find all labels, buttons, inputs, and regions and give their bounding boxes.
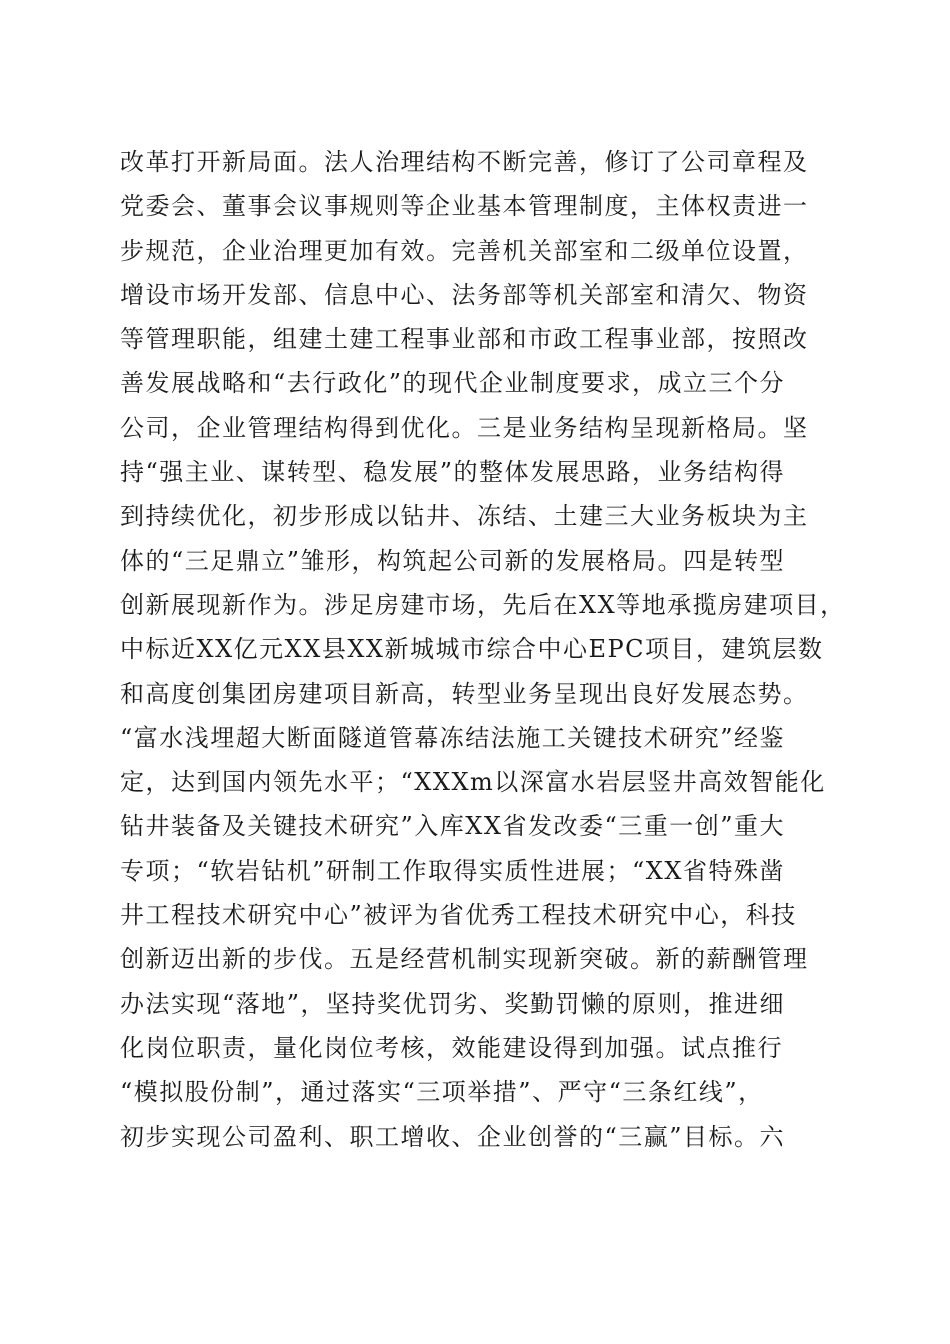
text-line: “模拟股份制”，通过落实“三项举措”、严守“三条红线”，: [120, 1078, 764, 1107]
text-line: 专项；“软岩钻机”研制工作取得实质性进展；“XX省特殊凿: [120, 856, 785, 885]
text-line: 到持续优化，初步形成以钻井、冻结、土建三大业务板块为主: [120, 502, 809, 531]
text-line: 和高度创集团房建项目新高，转型业务呈现出良好发展态势。: [120, 679, 809, 708]
text-line: 钻井装备及关键技术研究”入库XX省发改委“三重一创”重大: [120, 812, 785, 841]
text-line: 井工程技术研究中心”被评为省优秀工程技术研究中心，科技: [120, 901, 797, 930]
text-line: 党委会、董事会议事规则等企业基本管理制度，主体权责进一: [120, 192, 809, 221]
text-line: 创新迈出新的步伐。五是经营机制实现新突破。新的薪酬管理: [120, 945, 809, 974]
text-line: 持“强主业、谋转型、稳发展”的整体发展思路，业务结构得: [120, 458, 786, 487]
text-line: 中标近XX亿元XX县XX新城城市综合中心EPC项目，建筑层数: [120, 635, 824, 664]
text-line: 公司，企业管理结构得到优化。三是业务结构呈现新格局。坚: [120, 413, 809, 442]
text-line: 创新展现新作为。涉足房建市场，先后在XX等地承揽房建项目，: [120, 590, 846, 619]
body-text: [120, 140, 846, 1159]
text-line: 初步实现公司盈利、职工增收、企业创誉的“三赢”目标。六: [120, 1122, 786, 1151]
text-line: 化岗位职责，量化岗位考核，效能建设得到加强。试点推行: [120, 1033, 783, 1062]
text-line: 增设市场开发部、信息中心、法务部等机关部室和清欠、物资: [120, 280, 809, 309]
text-line: “富水浅埋超大断面隧道管幕冻结法施工关键技术研究”经鉴: [120, 723, 786, 752]
text-line: 步规范，企业治理更加有效。完善机关部室和二级单位设置，: [120, 236, 809, 265]
text-line: 定，达到国内领先水平；“XXXm以深富水岩层竖井高效智能化: [120, 768, 826, 797]
text-line: 体的“三足鼎立”雏形，构筑起公司新的发展格局。四是转型: [120, 546, 786, 575]
text-line: 等管理职能，组建土建工程事业部和市政工程事业部，按照改: [120, 325, 809, 354]
text-line: 办法实现“落地”，坚持奖优罚劣、奖勤罚懒的原则，推进细: [120, 989, 786, 1018]
text-line: 改革打开新局面。法人治理结构不断完善，修订了公司章程及: [120, 148, 809, 176]
text-line: 善发展战略和“去行政化”的现代企业制度要求，成立三个分: [120, 369, 786, 398]
